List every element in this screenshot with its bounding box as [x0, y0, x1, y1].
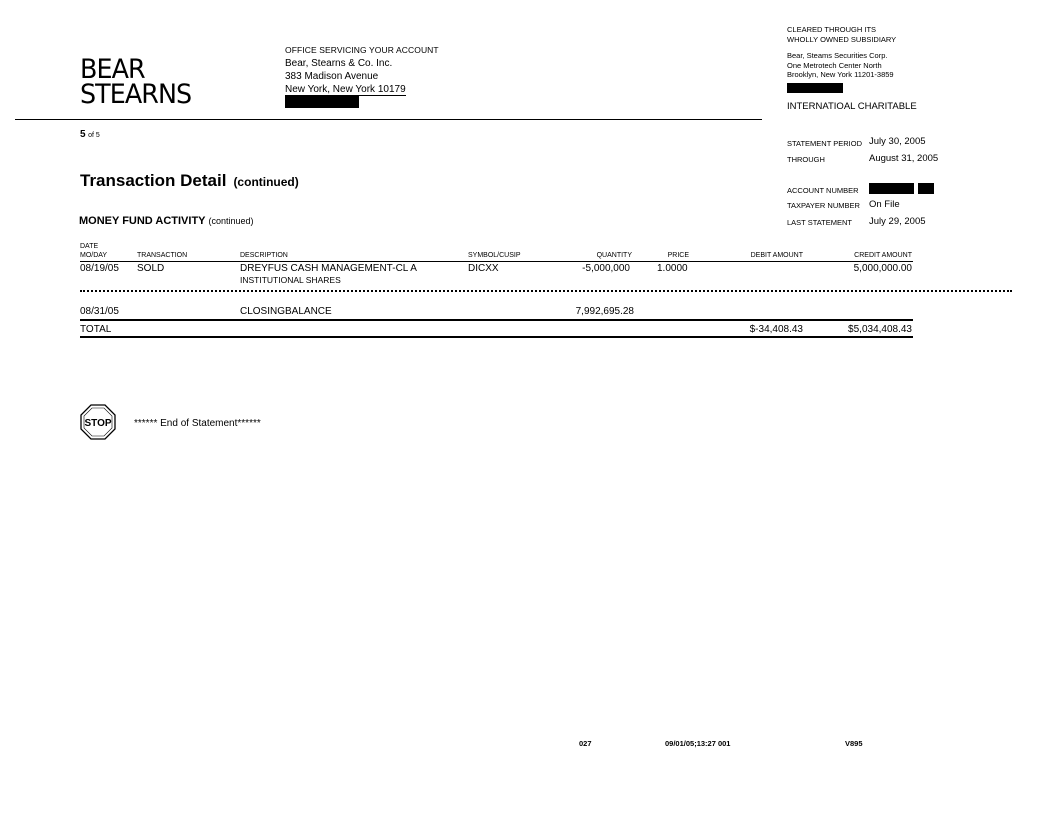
- total-rule-bottom: [80, 336, 913, 338]
- total-label: TOTAL: [80, 324, 112, 335]
- header-credit: CREDIT AMOUNT: [854, 251, 912, 259]
- header-date: [80, 243, 107, 260]
- stop-sign-icon: [80, 404, 116, 440]
- logo-line-2: STEARNS: [80, 79, 192, 110]
- header-price: PRICE: [667, 251, 689, 259]
- footer-timestamp: 09/01/05;13:27 001: [665, 739, 731, 748]
- closing-amount: 7,992,695.28: [575, 306, 634, 317]
- row-transaction: SOLD: [137, 263, 165, 274]
- taxpayer-number-label: TAXPAYER NUMBER: [787, 201, 860, 210]
- header-debit: DEBIT AMOUNT: [750, 251, 803, 259]
- header-symbol: SYMBOL/CUSIP: [468, 251, 521, 259]
- through-value: August 31, 2005: [869, 153, 939, 164]
- logo-line-1: BEAR: [80, 54, 145, 85]
- cleared-company: Bear, Steams Securities Corp.: [787, 51, 888, 60]
- closing-label: CLOSINGBALANCE: [240, 306, 332, 317]
- title-continued: (continued): [233, 175, 299, 189]
- row-date: 08/19/05: [80, 263, 119, 274]
- header-description: DESCRIPTION: [240, 251, 288, 259]
- footer-code-2: V895: [845, 739, 863, 748]
- header-date-mo-day: MO/DAY: [80, 251, 108, 259]
- section-heading: [79, 215, 254, 227]
- footer-code-1: 027: [579, 739, 592, 748]
- office-block: [285, 44, 439, 112]
- last-statement-value: July 29, 2005: [869, 216, 926, 227]
- taxpayer-number-value: On File: [869, 199, 900, 210]
- row-credit: 5,000,000.00: [853, 263, 912, 274]
- row-description-2: INSTITUTIONAL SHARES: [240, 275, 341, 285]
- header-date-top: DATE: [80, 243, 99, 250]
- cleared-line-2: WHOLLY OWNED SUBSIDIARY: [787, 34, 897, 44]
- closing-date: 08/31/05: [80, 306, 119, 317]
- statement-period-label: STATEMENT PERIOD: [787, 139, 863, 148]
- cleared-street: One Metrotech Center North: [787, 60, 882, 70]
- header-divider: [15, 119, 762, 120]
- statement-period-value: July 30, 2005: [869, 136, 926, 147]
- title-main: Transaction Detail: [80, 171, 227, 190]
- last-statement-label: LAST STATEMENT: [787, 218, 853, 227]
- row-description-1: DREYFUS CASH MANAGEMENT-CL A: [240, 263, 417, 274]
- redaction-bar: [869, 183, 914, 194]
- dotted-separator: [80, 290, 1012, 292]
- cleared-city: Brooklyn, New York 11201-3859: [787, 70, 894, 79]
- office-city: New York, New York 10179: [285, 84, 406, 95]
- header-quantity: QUANTITY: [596, 251, 632, 259]
- page-number: [80, 129, 100, 140]
- page-of: of 5: [88, 132, 100, 139]
- page-title: [80, 171, 299, 191]
- office-street: 383 Madison Avenue: [285, 71, 379, 82]
- office-name: Bear, Stearns & Co. Inc.: [285, 58, 393, 69]
- section-main: MONEY FUND ACTIVITY: [79, 215, 206, 227]
- row-price: 1.0000: [657, 263, 688, 274]
- header-rule: [80, 261, 913, 262]
- total-rule-top: [80, 319, 913, 321]
- redaction-bar: [285, 96, 359, 108]
- stop-sign-text: STOP: [84, 418, 112, 429]
- bear-stearns-logo: [80, 54, 192, 110]
- redaction-bar: [787, 83, 843, 93]
- end-of-statement: ****** End of Statement******: [134, 418, 261, 429]
- row-symbol: DICXX: [468, 263, 499, 274]
- row-quantity: -5,000,000: [582, 263, 630, 274]
- redaction-bar: [918, 183, 934, 194]
- account-number-label: ACCOUNT NUMBER: [787, 186, 859, 195]
- header-transaction: TRANSACTION: [137, 251, 188, 259]
- section-continued: (continued): [208, 216, 254, 226]
- page-current: 5: [80, 129, 86, 140]
- total-credit: $5,034,408.43: [848, 324, 912, 335]
- total-debit: $-34,408.43: [749, 324, 803, 335]
- office-heading: OFFICE SERVICING YOUR ACCOUNT: [285, 45, 439, 55]
- cleared-line-1: CLEARED THROUGH ITS: [787, 25, 877, 34]
- through-label: THROUGH: [787, 155, 825, 164]
- cleared-block: [787, 25, 896, 95]
- account-name: INTERNATIOAL CHARITABLE: [787, 101, 917, 112]
